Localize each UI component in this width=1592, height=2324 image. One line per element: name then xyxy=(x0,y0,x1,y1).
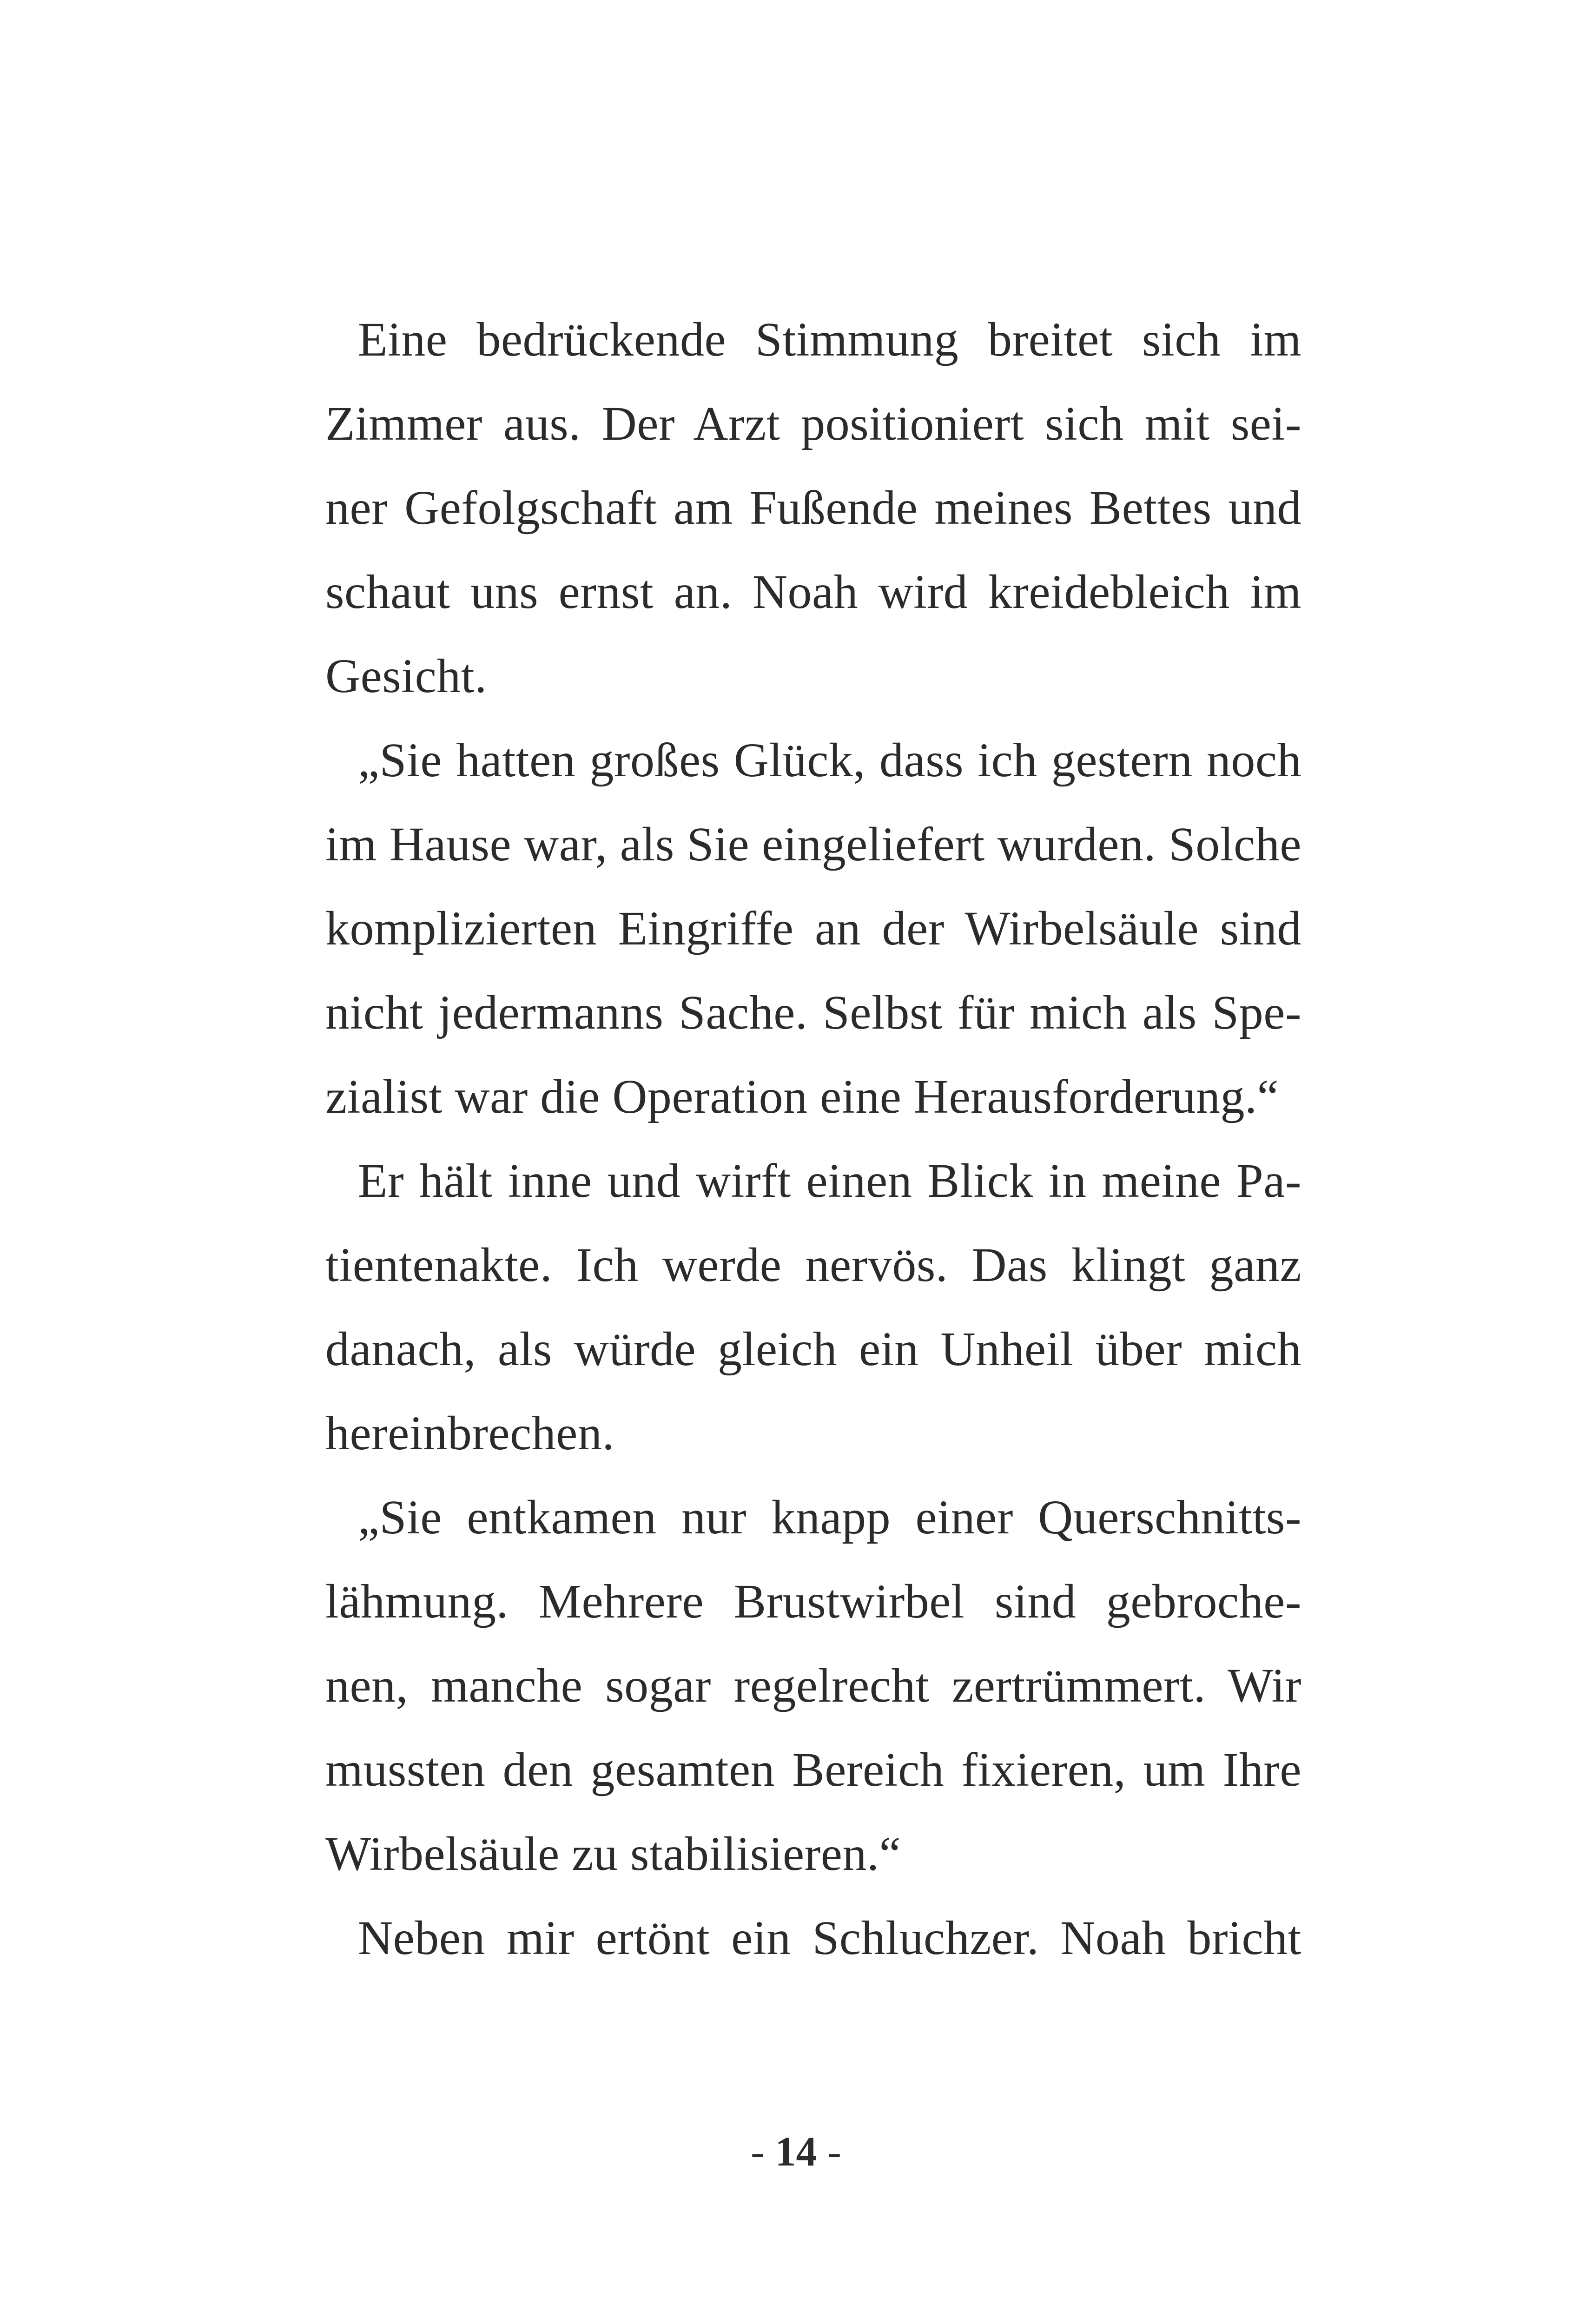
paragraph-1-line-2: Zimmer aus. Der Arzt positioniert sich mit sei- xyxy=(325,397,1301,450)
page-number-value: 14 xyxy=(775,2129,817,2175)
page-number-dash-left: - xyxy=(751,2129,765,2175)
paragraph-2-line-2: im Hause war, als Sie eingeliefert wurden. Solche xyxy=(325,818,1301,871)
paragraph-2-line-1: „Sie hatten großes Glück, dass ich gestern noch xyxy=(358,733,1301,787)
paragraph-1-line-3: ner Gefolgschaft am Fußende meines Bettes und xyxy=(325,481,1301,535)
paragraph-1-line-5: Gesicht. xyxy=(325,649,487,703)
paragraph-4-line-1: „Sie entkamen nur knapp einer Querschnitts- xyxy=(358,1491,1301,1544)
paragraph-5-line-1: Neben mir ertönt ein Schluchzer. Noah bricht xyxy=(358,1911,1301,1965)
page-number xyxy=(0,2124,1592,2180)
paragraph-4-line-3: nen, manche sogar regelrecht zertrümmert. Wir xyxy=(325,1659,1301,1712)
page-number-dash-right: - xyxy=(827,2129,841,2175)
paragraph-2-line-3: komplizierten Eingriffe an der Wirbelsäule sind xyxy=(325,902,1301,955)
paragraph-4-line-5: Wirbelsäule zu stabilisieren.“ xyxy=(325,1827,901,1881)
paragraph-3-line-4: hereinbrechen. xyxy=(325,1406,614,1460)
paragraph-4-line-4: mussten den gesamten Bereich fixieren, um Ihre xyxy=(325,1743,1301,1796)
paragraph-1-line-1: Eine bedrückende Stimmung breitet sich im xyxy=(358,313,1301,366)
body-text xyxy=(325,297,1301,1980)
paragraph-3-line-3: danach, als würde gleich ein Unheil über mich xyxy=(325,1322,1301,1376)
paragraph-2-line-4: nicht jedermanns Sache. Selbst für mich als Spe- xyxy=(325,986,1301,1039)
paragraph-3-line-2: tientenakte. Ich werde nervös. Das klingt ganz xyxy=(325,1238,1301,1292)
paragraph-1-line-4: schaut uns ernst an. Noah wird kreidebleich im xyxy=(325,565,1301,619)
paragraph-3-line-1: Er hält inne und wirft einen Blick in meine Pa- xyxy=(358,1154,1301,1208)
paragraph-2-line-5: zialist war die Operation eine Herausforderung.“ xyxy=(325,1070,1279,1123)
paragraph-4-line-2: lähmung. Mehrere Brustwirbel sind gebroche- xyxy=(325,1575,1301,1628)
